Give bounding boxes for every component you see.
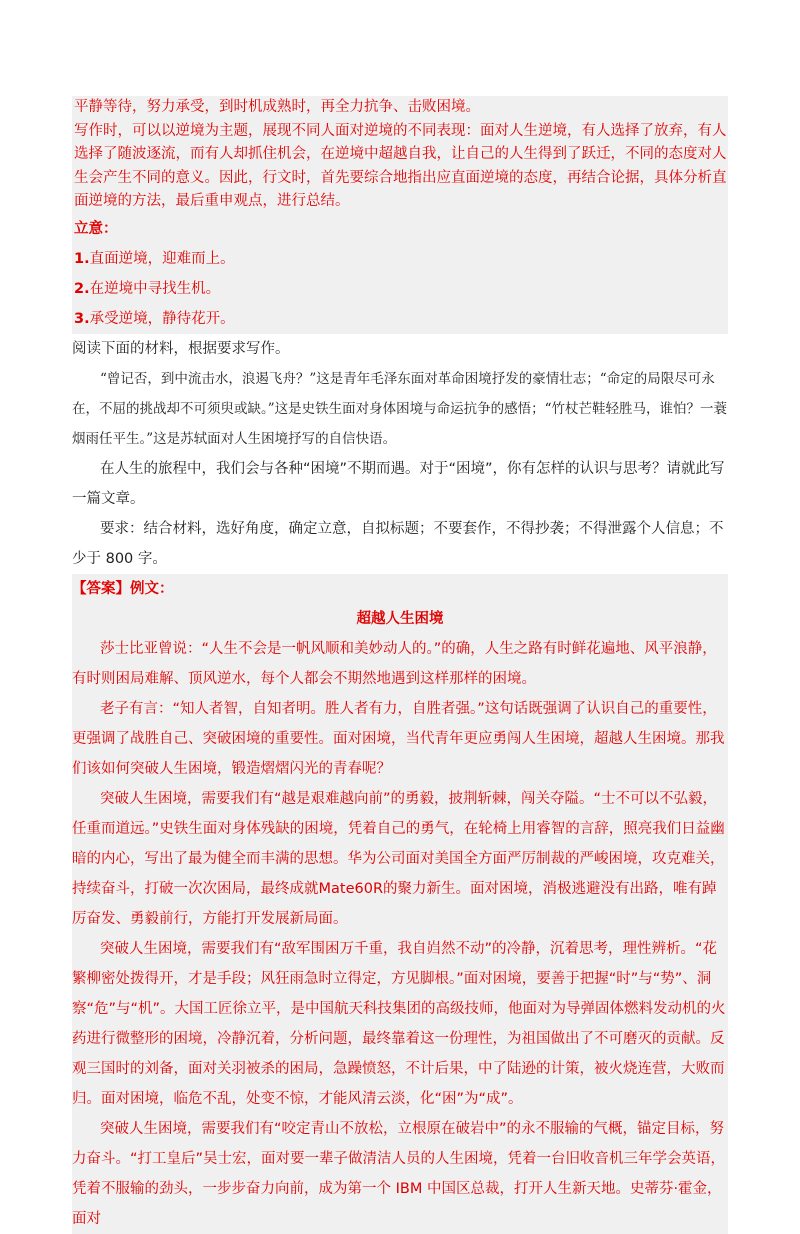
essay-paragraph-2: 老子有言：“知人者智，自知者明。胜人者有力，自胜者强。”这句话既强调了认识自己的重要性，更强调了战胜自己、突破困境的重要性。面对困境，当代青年更应勇闯人生困境，超越人生困境。那我们该如何突破人生困境，锻造熠熠闪光的青春呢？ xyxy=(72,700,725,777)
point-2-num: 2. xyxy=(74,280,90,297)
analysis-line-2: 写作时，可以以逆境为主题，展现不同人面对逆境的不同表现：面对人生逆境，有人选择了放弃，有人选择了随波逐流，而有人却抓住机会，在逆境中超越自我，让自己的人生得到了跃迁，不同的态度对人生会产生不同的意义。因此，行文时，首先要综合地指出应直面逆境的态度，再结合论据，具体分析直面逆境的方法，最后重申观点，进行总结。 xyxy=(74,122,727,209)
question-material: “曾记否，到中流击水，浪遏飞舟？”这是青年毛泽东面对革命困境抒发的豪情壮志；“命定的局限尽可永在，不屈的挑战却不可须臾或缺。”这是史铁生面对身体困境与命运抗争的感悟；“竹杖芒鞋轻胜马，谁怕？一蓑烟雨任平生。”这是苏轼面对人生困境抒写的自信快语。 xyxy=(72,370,728,447)
point-2-text: 在逆境中寻找生机。 xyxy=(89,280,221,297)
essay-paragraph-1: 莎士比亚曾说：“人生不会是一帆风顺和美妙动人的。”的确，人生之路有时鲜花遍地、风平浪静，有时则困局难解、顶风逆水，每个人都会不期然地遇到这样那样的困境。 xyxy=(72,640,717,687)
point-1 xyxy=(74,244,728,274)
point-1-num: 1. xyxy=(74,250,90,267)
document-page xyxy=(72,96,728,1234)
point-1-text: 直面逆境，迎难而上。 xyxy=(89,250,235,267)
question-section xyxy=(72,334,728,574)
point-3-num: 3. xyxy=(74,310,90,327)
point-2 xyxy=(74,274,728,304)
point-3-text: 承受逆境，静待花开。 xyxy=(89,310,235,327)
analysis-section xyxy=(72,96,728,334)
essay-paragraph-4: 突破人生困境，需要我们有“敌军围困万千重，我自岿然不动”的冷静，沉着思考，理性辨析。“花繁柳密处拨得开，才是手段；风狂雨急时立得定，方见脚根。”面对困境，要善于把握“时”与“势”、洞察“危”与“机”。大国工匠徐立平，是中国航天科技集团的高级技师，他面对为导弹固体燃料发动机的火药进行微整形的困境，冷静沉着，分析问题，最终靠着这一份理性，为祖国做出了不可磨灭的贡献。反观三国时的刘备，面对关羽被杀的困局，急躁愤怒，不计后果，中了陆逊的计策，被火烧连营，大败而归。面对困境，临危不乱，处变不惊，才能风清云淡，化“困”为“成”。 xyxy=(72,940,726,1107)
question-requirement: 要求：结合材料，选好角度，确定立意，自拟标题；不要套作，不得抄袭；不得泄露个人信息；不少于 800 字。 xyxy=(72,520,724,567)
essay-paragraph-5: 突破人生困境，需要我们有“咬定青山不放松，立根原在破岩中”的永不服输的气概，锚定目标，努力奋斗。“打工皇后”吴士宏，面对要一辈子做清洁人员的人生困境，凭着一台旧收音机三年学会英语，凭着不服输的劲头，一步步奋力向前，成为第一个 IBM 中国区总裁，打开人生新天地。史蒂芬·霍金，面对 xyxy=(72,1120,726,1227)
essay-paragraph-3: 突破人生困境，需要我们有“越是艰难越向前”的勇毅，披荆斩棘，闯关夺隘。“士不可以不弘毅，任重而道远。”史铁生面对身体残缺的困境，凭着自己的勇气，在轮椅上用睿智的言辞，照亮我们日益幽暗的内心，写出了最为健全而丰满的思想。华为公司面对美国全方面严厉制裁的严峻困境，攻克难关，持续奋斗，打破一次次困局，最终成就Mate60R的聚力新生。面对困境，消极逃避没有出路，唯有踔厉奋发、勇毅前行，方能打开发展新局面。 xyxy=(72,790,725,927)
answer-label: 【答案】例文： xyxy=(72,580,174,597)
question-prompt: 在人生的旅程中，我们会与各种“困境”不期而遇。对于“困境”，你有怎样的认识与思考？请就此写一篇文章。 xyxy=(72,460,725,507)
analysis-line-1: 平静等待，努力承受，到时机成熟时，再全力抗争、击败困境。 xyxy=(74,99,480,115)
point-3 xyxy=(74,304,728,334)
essay-title: 超越人生困境 xyxy=(356,610,444,627)
question-intro: 阅读下面的材料，根据要求写作。 xyxy=(72,340,290,357)
answer-section xyxy=(72,574,728,1234)
lizhi-label: 立意： xyxy=(74,220,118,237)
